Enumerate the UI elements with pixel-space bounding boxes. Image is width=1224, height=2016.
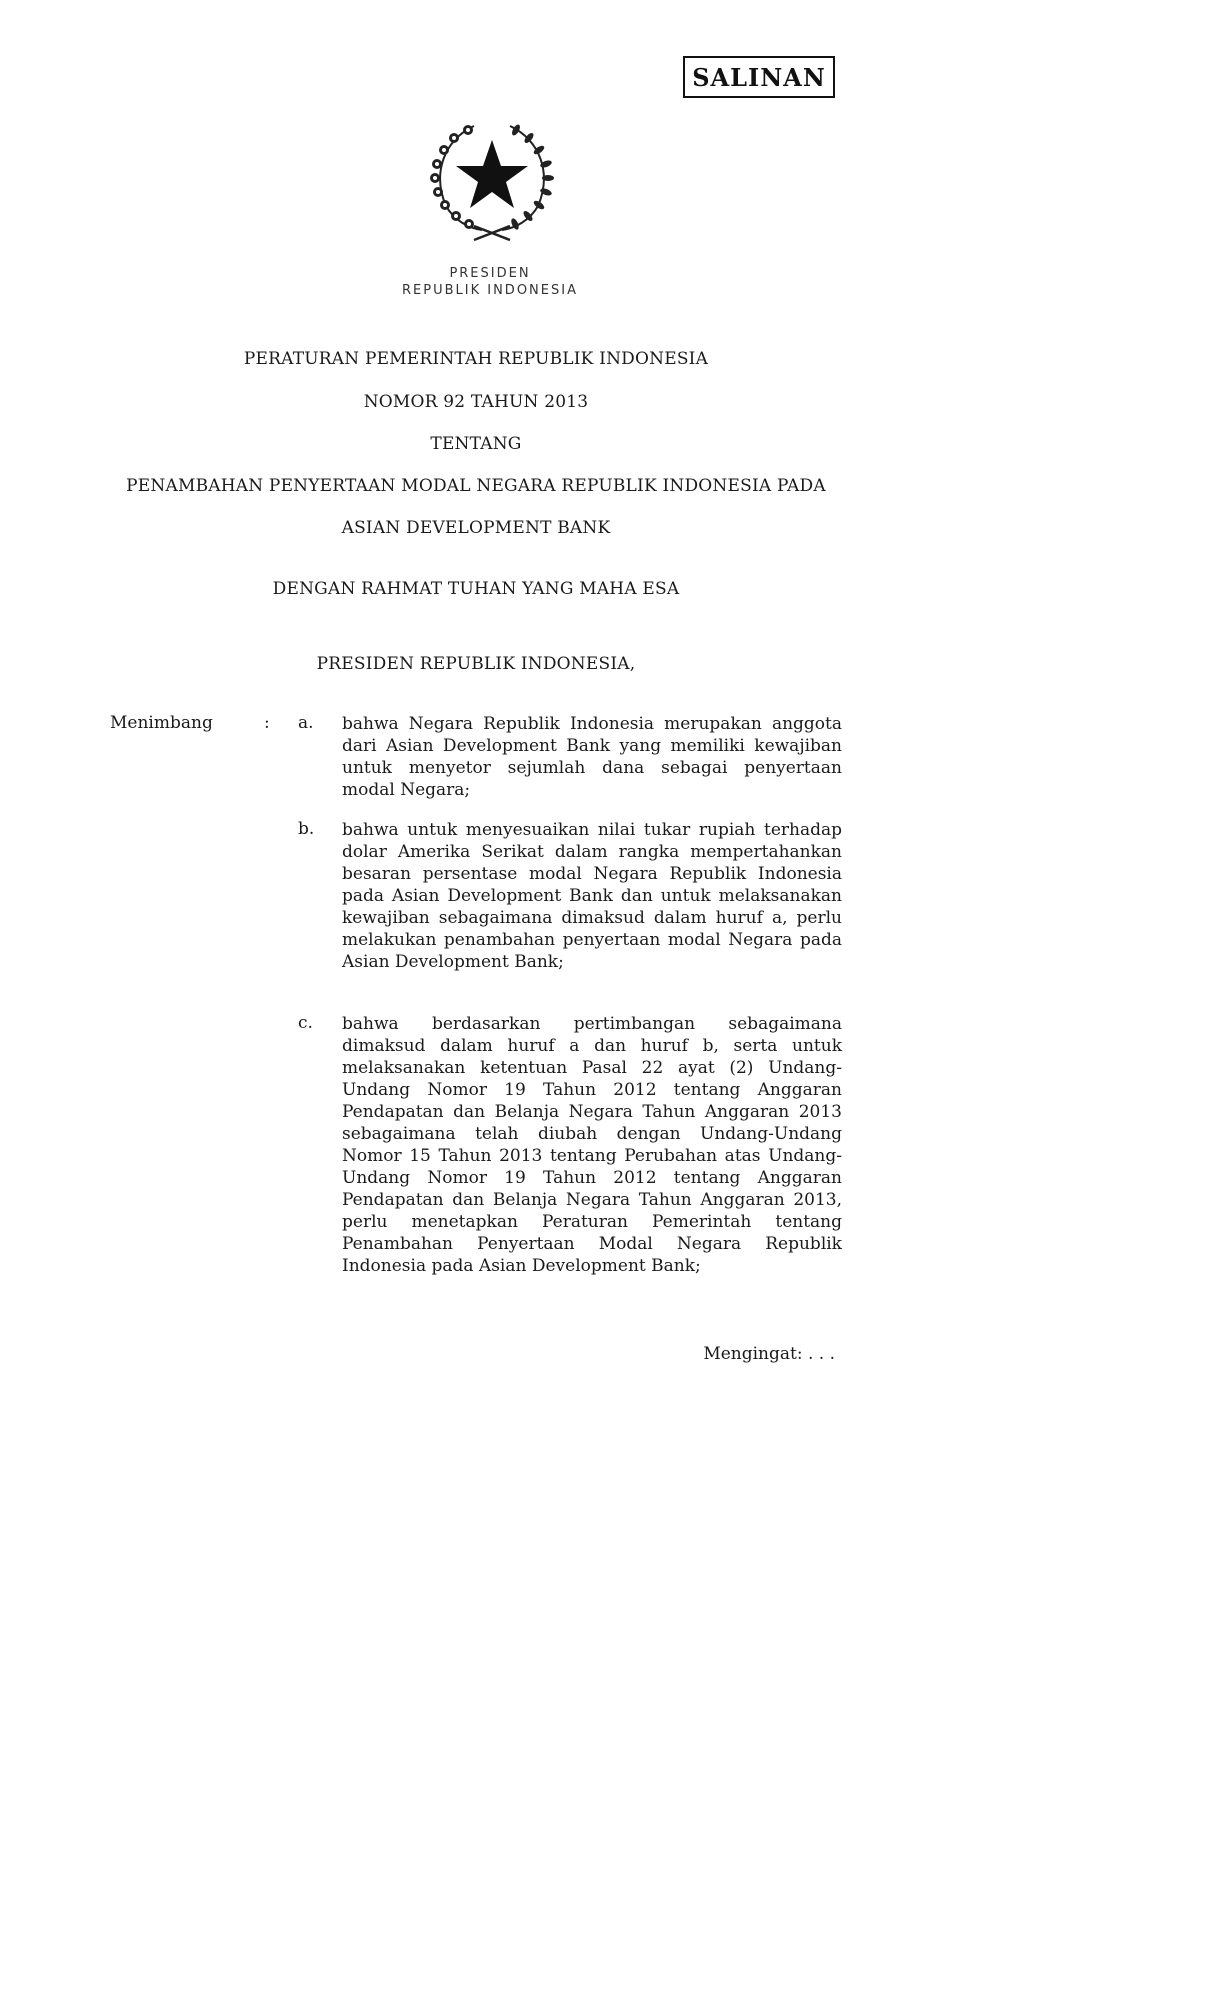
item-text: bahwa untuk menyesuaikan nilai tukar rupiah terhadap dolar Amerika Serikat dalam rangka mempertahankan besaran persentase modal Negara Republik Indonesia pada Asian Development Bank dan untuk melaksanakan kewajiban sebagaimana dimaksud dalam huruf a, perlu melakukan penambahan penyertaan modal Negara pada Asian Development Bank; [342, 820, 842, 972]
office-title-line1: PRESIDEN [449, 266, 531, 281]
garuda-star-wreath-emblem-icon [424, 118, 560, 244]
blessing-line: DENGAN RAHMAT TUHAN YANG MAHA ESA [272, 579, 680, 599]
regulation-title: PERATURAN PEMERINTAH REPUBLIK INDONESIA [243, 349, 709, 369]
continuation-marker: Mengingat: . . . [703, 1344, 835, 1364]
considering-label: Menimbang [110, 713, 213, 733]
salinan-stamp: SALINAN [683, 56, 835, 98]
item-text: bahwa berdasarkan pertimbangan sebagaimana dimaksud dalam huruf a dan huruf b, serta untuk melaksanakan ketentuan Pasal 22 ayat (2) Undang-Undang Nomor 19 Tahun 2012 tentang Anggaran Pendapatan dan Belanja Negara Tahun Anggaran 2013 sebagaimana telah diubah dengan Undang-Undang Nomor 15 Tahun 2013 tentang Perubahan atas Undang-Undang Nomor 19 Tahun 2012 tentang Anggaran Pendapatan dan Belanja Negara Tahun Anggaran 2013, perlu menetapkan Peraturan Pemerintah tentang Penambahan Penyertaan Modal Negara Republik Indonesia pada Asian Development Bank; [342, 1014, 842, 1276]
item-marker: a. [298, 713, 314, 733]
regulation-subject-line1: PENAMBAHAN PENYERTAAN MODAL NEGARA REPUBLIK INDONESIA PADA [126, 476, 826, 496]
president-line: PRESIDEN REPUBLIK INDONESIA, [316, 654, 636, 674]
regulation-about: TENTANG [430, 434, 522, 454]
regulation-subject-line2: ASIAN DEVELOPMENT BANK [341, 518, 611, 538]
considering-colon: : [264, 713, 270, 733]
item-marker: c. [298, 1013, 313, 1033]
item-marker: b. [298, 819, 315, 839]
regulation-number: NOMOR 92 TAHUN 2013 [363, 392, 589, 412]
office-title-line2: REPUBLIK INDONESIA [402, 283, 578, 298]
item-text: bahwa Negara Republik Indonesia merupakan anggota dari Asian Development Bank yang memiliki kewajiban untuk menyetor sejumlah dana sebagai penyertaan modal Negara; [342, 714, 842, 800]
